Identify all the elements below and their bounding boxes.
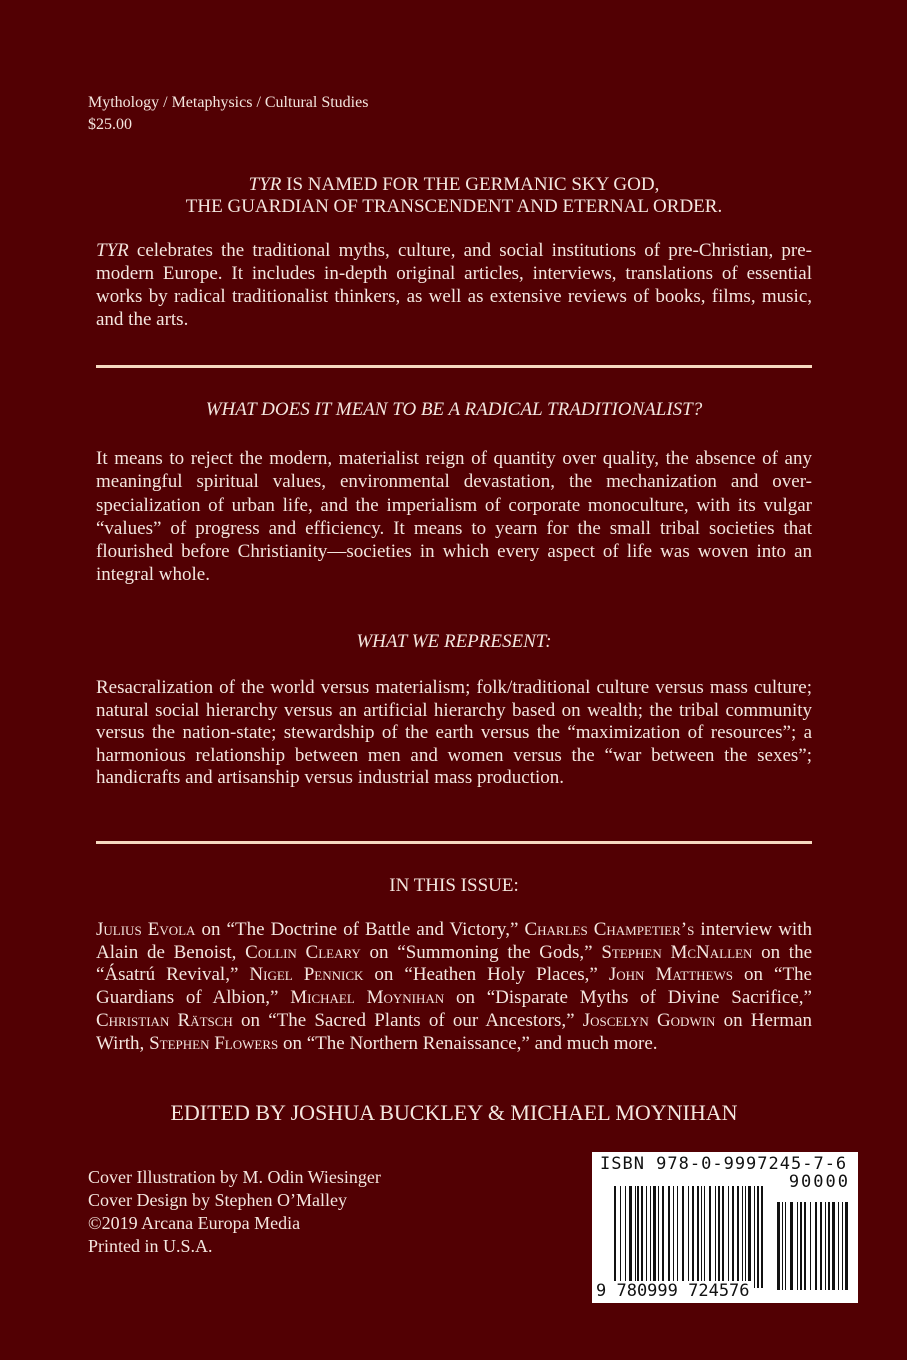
isbn-barcode — [592, 1152, 858, 1303]
credit-design: Cover Design by Stephen O’Malley — [88, 1190, 347, 1210]
barcode-bar — [785, 1202, 787, 1290]
contributor-name: Christian Rätsch — [96, 1009, 233, 1031]
barcode-bar — [722, 1186, 724, 1288]
barcode-bar — [754, 1186, 755, 1288]
editors-line: EDITED BY JOSHUA BUCKLEY & MICHAEL MOYNIHAN — [170, 1100, 738, 1125]
contributor-name: Stephen Flowers — [149, 1032, 279, 1054]
contribution-text: on “Summoning the Gods,” — [360, 941, 602, 963]
barcode-bar — [682, 1186, 684, 1288]
intro-headline — [96, 174, 812, 218]
credit-illustration: Cover Illustration by M. Odin Wiesinger — [88, 1167, 381, 1187]
headline-text: IS NAMED FOR THE GERMANIC SKY GOD, — [281, 174, 660, 195]
credits — [88, 1166, 381, 1258]
isbn-text: ISBN 978-0-9997245-7-6 — [600, 1154, 848, 1174]
barcode-bar — [641, 1186, 643, 1288]
contribution-text: on “Heathen Holy Places,” — [363, 964, 609, 986]
contributor-name: Julius Evola — [96, 919, 196, 940]
headline-line-2: THE GUARDIAN OF TRANSCENDENT AND ETERNAL ORDER. — [185, 196, 723, 217]
contribution-text: on “The Northern Renaissance,” and much more. — [278, 1032, 658, 1054]
barcode-bar — [625, 1186, 626, 1288]
barcode-bar — [797, 1202, 798, 1290]
barcode-bar — [737, 1186, 739, 1288]
contribution-text: on “Disparate Myths of Divine Sacrifice,” — [444, 987, 812, 1009]
addon-bars — [777, 1202, 849, 1290]
category-label: Mythology / Metaphysics / Cultural Studies — [88, 94, 369, 111]
barcode-bar — [688, 1186, 689, 1288]
barcode-bar — [629, 1186, 631, 1288]
barcode-bar — [709, 1186, 711, 1288]
barcode-bar — [673, 1186, 674, 1288]
represent-body: Resacralization of the world versus materialism; folk/traditional culture versus mass culture; natural social hierarchy versus an artificial hierarchy based on wealth; the tribal community versus the nation-state; stewardship of the earth versus the “maximization of resources”; a harmonious relationship between men and women versus the “war between the sexes”; handicrafts and artisanship versus industrial mass production. — [96, 677, 812, 789]
barcode-bar — [677, 1186, 678, 1288]
barcode-bar — [761, 1186, 763, 1288]
barcode-bar — [845, 1202, 848, 1290]
issue-contents — [96, 919, 812, 1055]
barcode-bar — [732, 1186, 733, 1288]
ean-bars — [614, 1186, 764, 1288]
barcode-bar — [832, 1202, 835, 1290]
credit-copyright: ©2019 Arcana Europa Media — [88, 1213, 301, 1233]
contributor-name: Stephen McNallen — [601, 941, 753, 963]
represent-heading: WHAT WE REPRESENT: — [356, 631, 552, 652]
barcode-bar — [620, 1186, 621, 1288]
barcode-bar — [697, 1186, 699, 1288]
barcode-bar — [838, 1202, 839, 1290]
contribution-text: on Herman Wirth, — [96, 1009, 813, 1054]
ean-digits: 9 780999 724576 — [596, 1281, 750, 1301]
barcode-bar — [635, 1186, 636, 1288]
contribution-text: on “The Doctrine of Battle and Victory,” — [195, 919, 525, 940]
barcode-bar — [800, 1202, 802, 1290]
contributor-name: Michael Moynihan — [290, 987, 445, 1009]
barcode-bar — [777, 1202, 780, 1290]
barcode-bar — [715, 1186, 716, 1288]
barcode-bar — [701, 1186, 702, 1288]
barcode-bar — [692, 1186, 693, 1288]
barcode-bar — [668, 1186, 670, 1288]
headline-line-1 — [96, 174, 812, 196]
barcode-bar — [653, 1186, 655, 1288]
divider — [96, 841, 812, 844]
contribution-text: on the “Ásatrú Revival,” — [96, 941, 813, 986]
issue-heading: IN THIS ISSUE: — [389, 875, 519, 896]
intro-body — [96, 239, 812, 331]
barcode-bar — [650, 1186, 651, 1288]
barcode-bar — [828, 1202, 830, 1290]
barcode-bar — [637, 1186, 638, 1288]
barcode-bar — [790, 1202, 793, 1290]
contributor-name: Nigel Pennick — [249, 964, 364, 986]
barcode-bar — [718, 1186, 719, 1288]
barcode-bar — [820, 1202, 823, 1290]
barcode-bar — [742, 1186, 743, 1288]
barcode-bar — [662, 1186, 663, 1288]
barcode-bar — [782, 1202, 783, 1290]
contribution-text: on “The Sacred Plants of our Ancestors,” — [232, 1009, 583, 1031]
barcode-bar — [804, 1202, 807, 1290]
barcode-bar — [745, 1186, 746, 1288]
barcode-bar — [728, 1186, 729, 1288]
contribution-text: on “The Guardians of Albion,” — [96, 964, 812, 1009]
credit-printed: Printed in U.S.A. — [88, 1236, 213, 1256]
contributor-name: Charles Champetier’s — [524, 919, 695, 940]
intro-title: TYR — [96, 240, 129, 261]
divider — [96, 365, 812, 368]
barcode-bar — [810, 1202, 811, 1290]
contributor-name: John Matthews — [608, 964, 733, 986]
question-heading: WHAT DOES IT MEAN TO BE A RADICAL TRADITIONALIST? — [205, 399, 703, 420]
barcode-bar — [757, 1186, 758, 1288]
barcode-bar — [658, 1186, 659, 1288]
barcode-bar — [614, 1186, 616, 1288]
question-body: It means to reject the modern, materialist reign of quantity over quality, the absence of any meaningful spiritual values, environmental devastation, the mechanization and over-specialization of urban life, and the imperialism of corporate monoculture, with its vulgar “values” of progress and efficiency. It means to yearn for the small tribal societies that flourished before Christianity—societies in which every aspect of life was woven into an integral whole. — [96, 448, 812, 586]
price-label: $25.00 — [88, 116, 132, 133]
barcode-bar — [748, 1186, 750, 1288]
barcode-bar — [815, 1202, 817, 1290]
contributor-name: Collin Cleary — [245, 941, 361, 963]
intro-text: celebrates the traditional myths, culture, and social institutions of pre-Christian, pre-modern Europe. It includes in-depth original articles, interviews, translations of essential works by radical traditionalist thinkers, as well as extensive reviews of books, films, music, and the arts. — [96, 240, 812, 330]
contributor-name: Joscelyn Godwin — [582, 1009, 716, 1031]
price-code: 90000 — [788, 1172, 850, 1192]
barcode-bar — [842, 1202, 844, 1290]
headline-title: TYR — [248, 174, 282, 195]
barcode-bar — [704, 1186, 705, 1288]
barcode-bar — [646, 1186, 647, 1288]
contribution-text: interview with Alain de Benoist, — [96, 919, 812, 963]
barcode-bar — [825, 1202, 826, 1290]
